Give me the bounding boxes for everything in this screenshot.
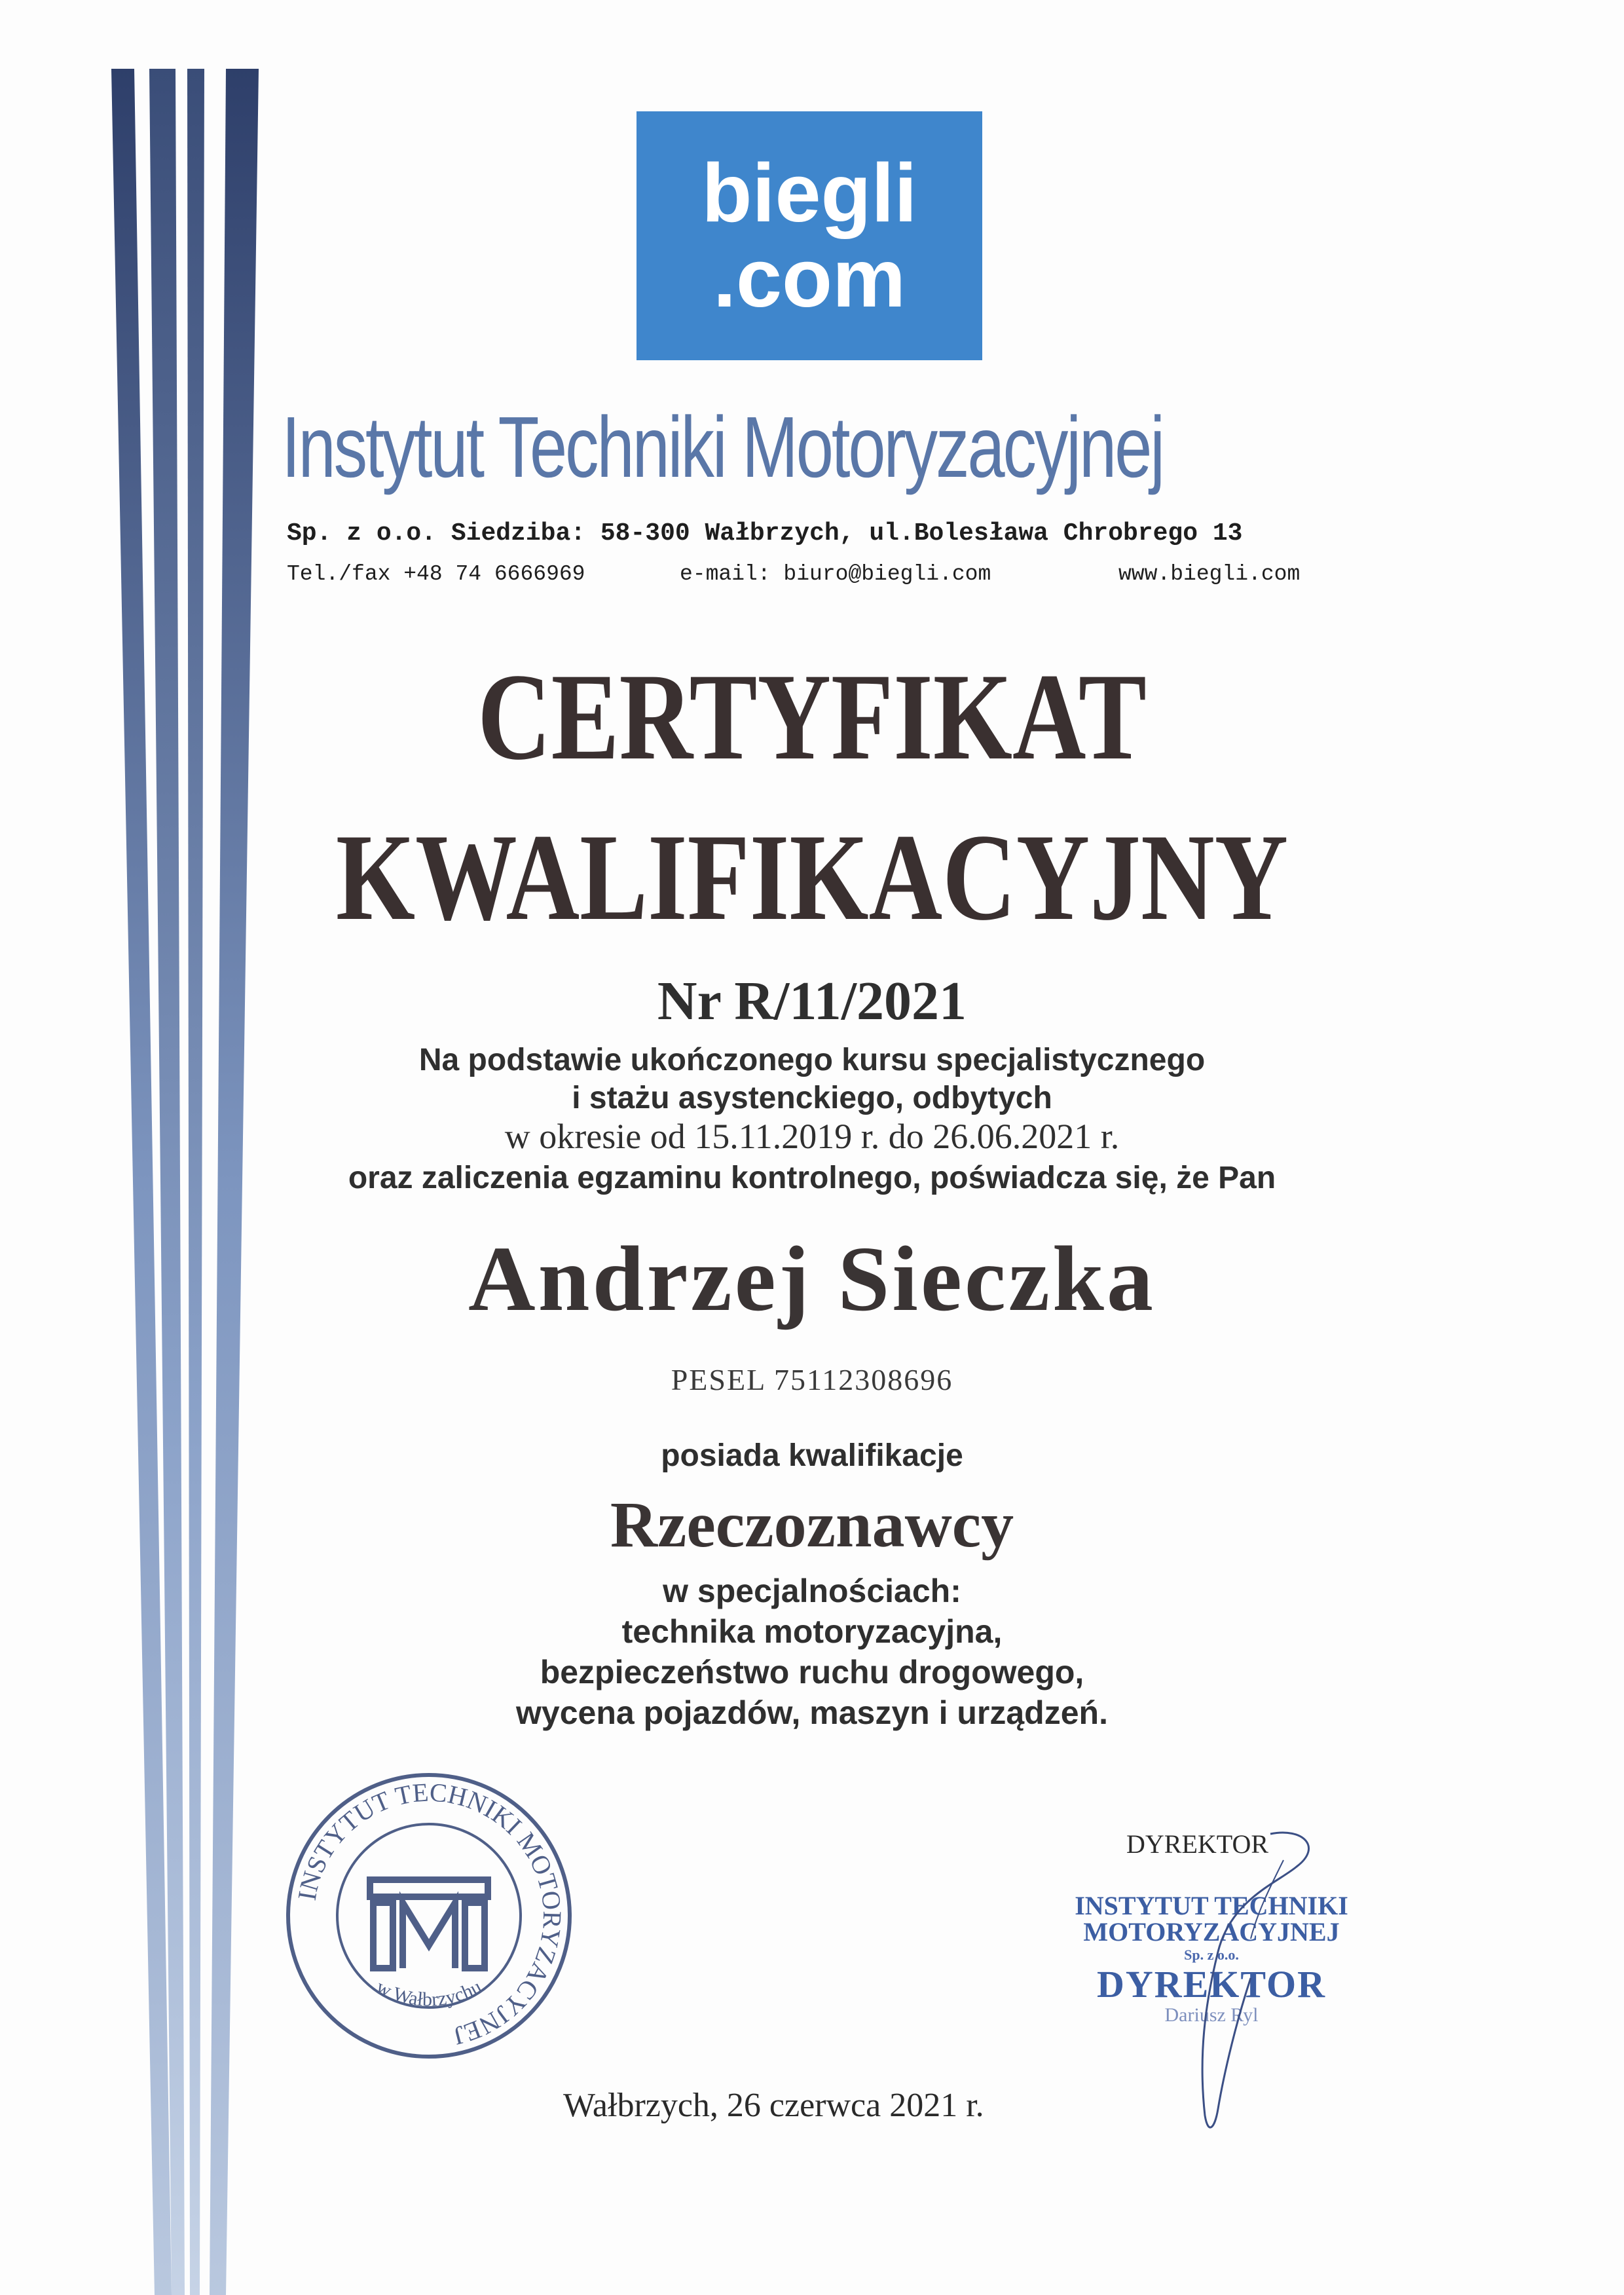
holder-name: Andrzej Sieczka (468, 1227, 1156, 1330)
specialty-3: wycena pojazdów, maszyn i urządzeń. (516, 1694, 1108, 1731)
phone-fax: Tel./fax +48 74 6666969 (287, 562, 585, 586)
itm-monogram (370, 1880, 488, 1968)
pesel: PESEL 75112308696 (671, 1363, 953, 1396)
specialty-2: bezpieczeństwo ruchu drogowego, (540, 1654, 1084, 1690)
logo-line1: biegli (701, 147, 917, 239)
title-line2: KWALIFIKACYJNY (335, 809, 1289, 946)
place-and-date: Wałbrzych, 26 czerwca 2021 r. (563, 2087, 984, 2124)
company-address: Sp. z o.o. Siedziba: 58-300 Wałbrzych, ul.Bolesława Chrobrego 13 (287, 519, 1243, 548)
basis-line3: w okresie od 15.11.2019 r. do 26.06.2021 r. (504, 1117, 1120, 1156)
seal-city-text: w Wałbrzychu (373, 1975, 485, 2011)
certificate-number: Nr R/11/2021 (657, 971, 967, 1032)
institute-seal (282, 1768, 576, 2063)
stamp-line1: INSTYTUT TECHNIKI (1075, 1891, 1348, 1920)
basis-line1: Na podstawie ukończonego kursu specjalistycznego (418, 1043, 1206, 1077)
email: e-mail: biuro@biegli.com (680, 562, 991, 586)
seal-ring-text: INSTYTUT TECHNIKI MOTORYZACYJNEJ (291, 1777, 568, 2051)
logo-line2: .com (712, 232, 906, 324)
director-label: DYREKTOR (1126, 1829, 1269, 1859)
biegli-logo (637, 111, 982, 360)
website: www.biegli.com (1118, 562, 1301, 586)
stamp-line4: DYREKTOR (1096, 1963, 1327, 2006)
basis-line2: i stażu asystenckiego, odbytych (572, 1081, 1052, 1115)
stamp-line2: MOTORYZACYJNEJ (1083, 1917, 1340, 1947)
stamp-line3: Sp. z o.o. (1184, 1947, 1239, 1963)
has-qualification: posiada kwalifikacje (661, 1438, 963, 1473)
title-line1: CERTYFIKAT (477, 648, 1147, 786)
qualification-title: Rzeczoznawcy (610, 1488, 1014, 1561)
specialty-1: technika motoryzacyjna, (621, 1613, 1003, 1650)
basis-line4: oraz zaliczenia egzaminu kontrolnego, poświadcza się, że Pan (348, 1161, 1276, 1195)
handwritten-signature (1153, 1821, 1349, 2148)
specialties-intro: w specjalnościach: (663, 1573, 961, 1609)
institute-name: Instytut Techniki Motoryzacyjnej (282, 399, 1164, 495)
stamp-line5: Dariusz Ryl (1164, 2004, 1259, 2026)
